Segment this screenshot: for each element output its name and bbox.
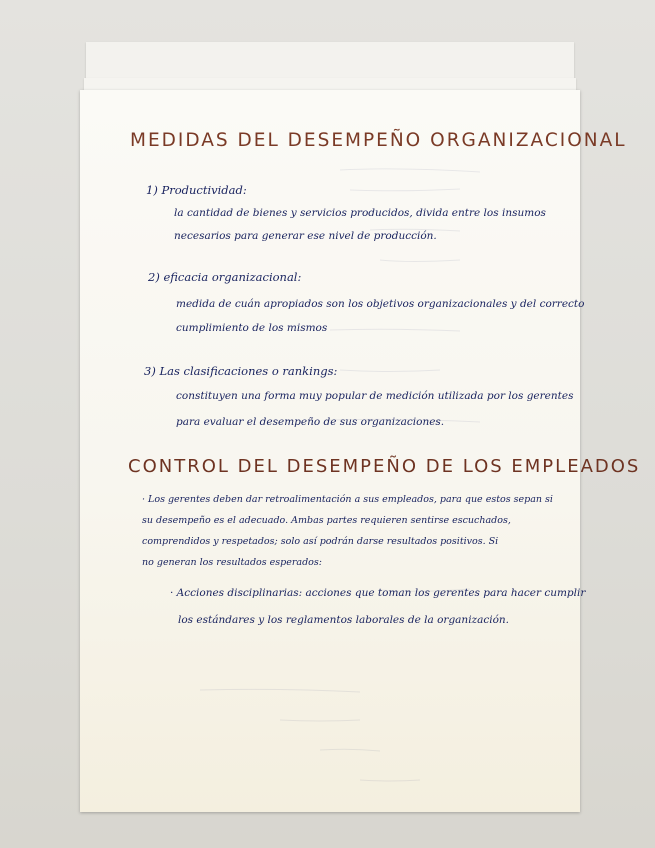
item-label-organizational-effectiveness: 2) eficacia organizacional:	[148, 270, 302, 284]
section-title-employee-performance: CONTROL DEL DESEMPEÑO DE LOS EMPLEADOS	[128, 456, 641, 477]
item-label-productivity: 1) Productividad:	[146, 183, 247, 197]
subitem-line: · Acciones disciplinarias: acciones que toman los gerentes para hacer cumplir	[170, 587, 586, 599]
item-text-line: para evaluar el desempeño de sus organizaciones.	[176, 416, 445, 428]
paragraph-line: · Los gerentes deben dar retroalimentación a sus empleados, para que estos sepan si	[142, 494, 553, 505]
item-text-line: necesarios para generar ese nivel de producción.	[174, 230, 437, 242]
item-text-line: medida de cuán apropiados son los objetivos organizacionales y del correcto	[176, 298, 585, 310]
section-title-organizational-performance: MEDIDAS DEL DESEMPEÑO ORGANIZACIONAL	[130, 130, 627, 151]
bleed-through-ink	[80, 90, 580, 812]
item-label-rankings: 3) Las clasificaciones o rankings:	[144, 364, 338, 378]
paragraph-line: su desempeño es el adecuado. Ambas partes requieren sentirse escuchados,	[142, 515, 511, 526]
paragraph-line: comprendidos y respetados; solo así podrán darse resultados positivos. Si	[142, 536, 499, 547]
notebook-page	[80, 90, 641, 812]
subitem-line: los estándares y los reglamentos laborales de la organización.	[178, 614, 510, 626]
item-text-line: constituyen una forma muy popular de medición utilizada por los gerentes	[176, 390, 574, 402]
item-text-line: la cantidad de bienes y servicios producidos, divida entre los insumos	[174, 207, 546, 219]
stacked-page-back	[86, 42, 574, 80]
paragraph-line: no generan los resultados esperados:	[142, 557, 322, 568]
item-text-line: cumplimiento de los mismos	[176, 322, 328, 334]
